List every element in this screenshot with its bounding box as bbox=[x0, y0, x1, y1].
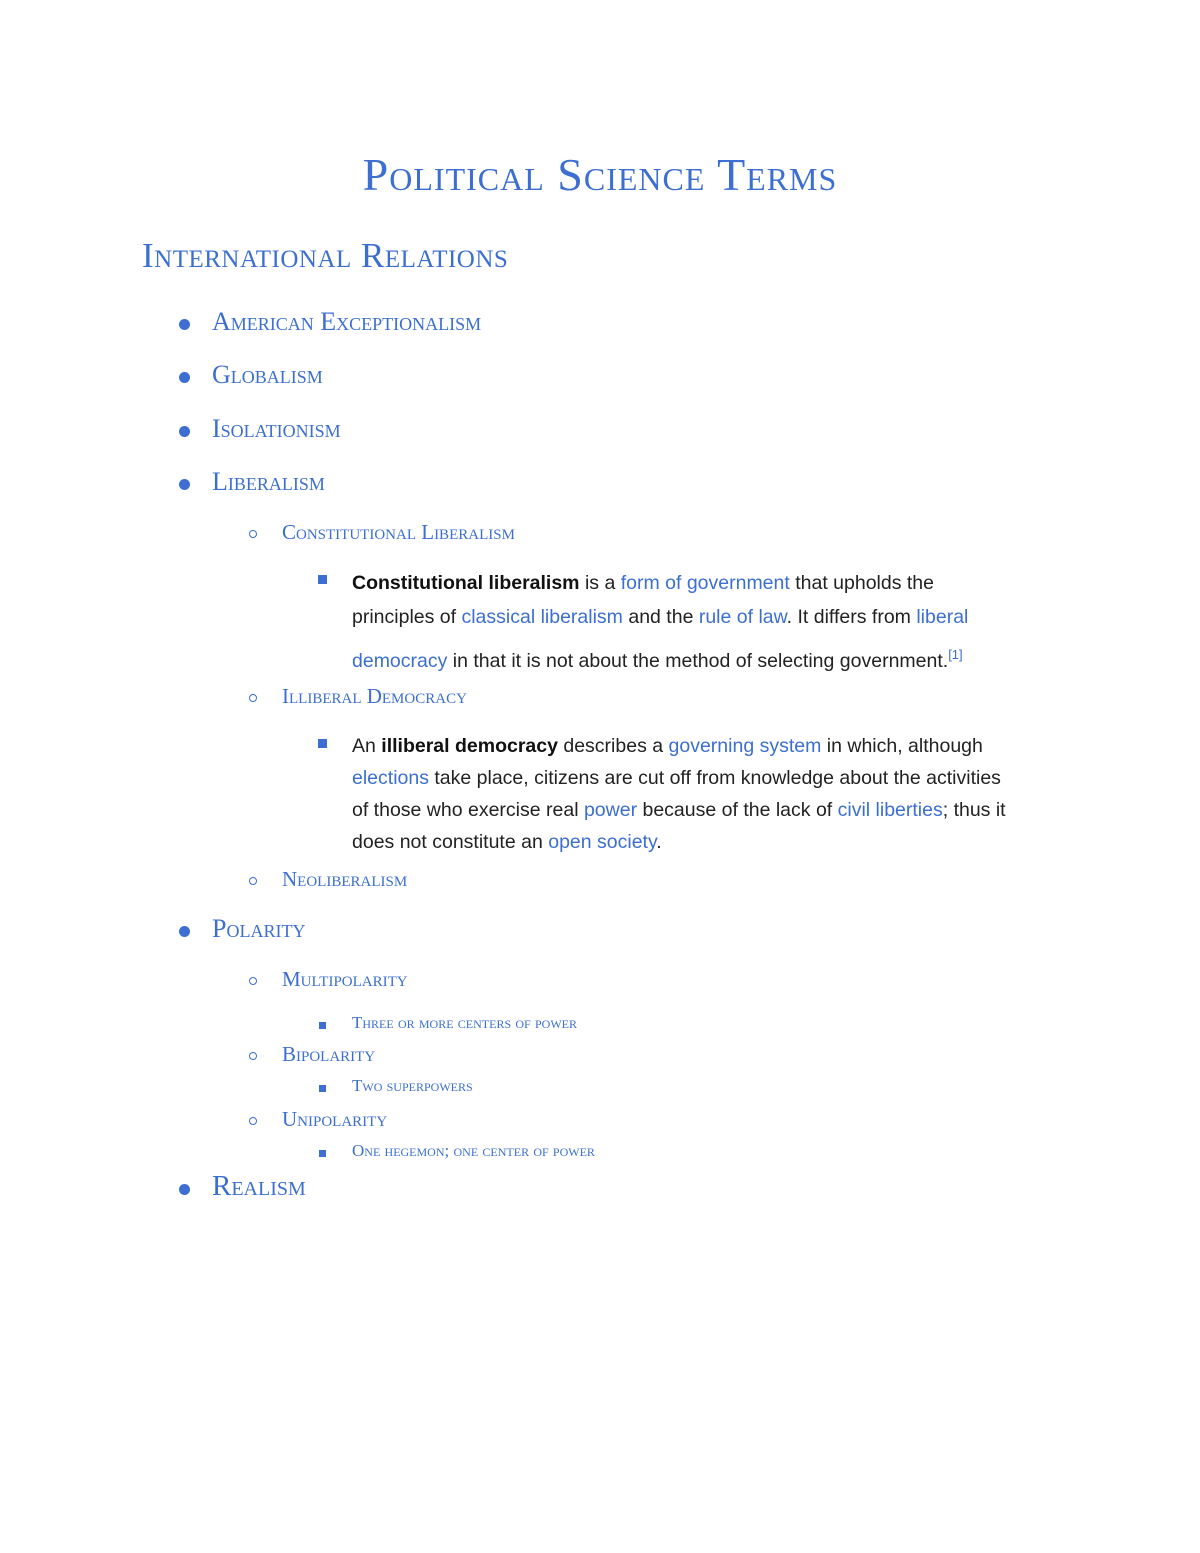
text: and the bbox=[622, 606, 699, 628]
bullet-circle-icon bbox=[249, 530, 257, 538]
list-item-realism: Realism bbox=[212, 1170, 306, 1202]
list-item-multipolarity-note: Three or more centers of power bbox=[352, 1013, 577, 1032]
link-classical-liberalism[interactable]: classical liberalism bbox=[461, 606, 623, 628]
list-item-bipolarity-note: Two superpowers bbox=[352, 1076, 473, 1095]
constitutional-liberalism-definition bbox=[352, 566, 1052, 678]
bullet-square-icon bbox=[319, 1022, 326, 1029]
text: take place, citizens are cut off from knowledge about the activities bbox=[428, 767, 1001, 789]
bullet-circle-icon bbox=[249, 1117, 257, 1125]
text: does not constitute an bbox=[352, 831, 549, 853]
text: . It differs from bbox=[786, 606, 917, 628]
list-item-american-exceptionalism: American Exceptionalism bbox=[212, 307, 482, 336]
list-item-polarity: Polarity bbox=[212, 914, 306, 943]
text: of those who exercise real bbox=[352, 799, 584, 821]
text: describes a bbox=[557, 735, 669, 757]
term-bold: Constitutional liberalism bbox=[352, 572, 580, 594]
text: ; thus it bbox=[942, 799, 1006, 821]
bullet-dot-icon bbox=[179, 319, 190, 330]
text: . bbox=[656, 831, 662, 853]
illiberal-democracy-definition bbox=[352, 730, 1052, 858]
bullet-dot-icon bbox=[179, 479, 190, 490]
link-liberal-democracy[interactable]: liberal bbox=[916, 606, 969, 628]
reference-link[interactable]: [1] bbox=[948, 647, 963, 662]
bullet-dot-icon bbox=[179, 1184, 190, 1195]
section-heading: International Relations bbox=[142, 236, 509, 275]
list-item-unipolarity-note: One hegemon; one center of power bbox=[352, 1141, 595, 1160]
bullet-square-icon bbox=[318, 739, 327, 748]
bullet-circle-icon bbox=[249, 694, 257, 702]
bullet-dot-icon bbox=[179, 426, 190, 437]
term-bold: illiberal democracy bbox=[381, 735, 558, 757]
list-item-globalism: Globalism bbox=[212, 360, 323, 389]
link-liberal-democracy[interactable]: democracy bbox=[352, 650, 448, 672]
document-title: Political Science Terms bbox=[362, 149, 838, 200]
text: that upholds the bbox=[789, 572, 934, 594]
bullet-square-icon bbox=[319, 1085, 326, 1092]
text: in that it is not about the method of selecting government. bbox=[447, 650, 949, 672]
bullet-dot-icon bbox=[179, 926, 190, 937]
link-rule-of-law[interactable]: rule of law bbox=[698, 606, 787, 628]
bullet-square-icon bbox=[319, 1150, 326, 1157]
list-item-isolationism: Isolationism bbox=[212, 414, 341, 443]
link-governing-system[interactable]: governing system bbox=[668, 735, 822, 757]
link-power[interactable]: power bbox=[583, 799, 638, 821]
list-item-bipolarity: Bipolarity bbox=[282, 1042, 376, 1066]
list-item-multipolarity: Multipolarity bbox=[282, 967, 408, 991]
link-civil-liberties[interactable]: civil liberties bbox=[837, 799, 943, 821]
bullet-circle-icon bbox=[249, 977, 257, 985]
bullet-dot-icon bbox=[179, 372, 190, 383]
text: An bbox=[352, 735, 382, 757]
list-item-neoliberalism: Neoliberalism bbox=[282, 867, 408, 891]
text: principles of bbox=[352, 606, 462, 628]
link-form-of-government[interactable]: form of government bbox=[620, 572, 790, 594]
text: because of the lack of bbox=[637, 799, 838, 821]
bullet-circle-icon bbox=[249, 877, 257, 885]
list-item-unipolarity: Unipolarity bbox=[282, 1107, 388, 1131]
link-elections[interactable]: elections bbox=[352, 767, 429, 789]
list-item-liberalism: Liberalism bbox=[212, 467, 325, 496]
link-open-society[interactable]: open society bbox=[548, 831, 657, 853]
text: is a bbox=[579, 572, 621, 594]
list-item-illiberal-democracy: Illiberal Democracy bbox=[282, 684, 467, 708]
text: in which, although bbox=[821, 735, 983, 757]
bullet-square-icon bbox=[318, 575, 327, 584]
bullet-circle-icon bbox=[249, 1052, 257, 1060]
list-item-constitutional-liberalism: Constitutional Liberalism bbox=[282, 520, 515, 544]
